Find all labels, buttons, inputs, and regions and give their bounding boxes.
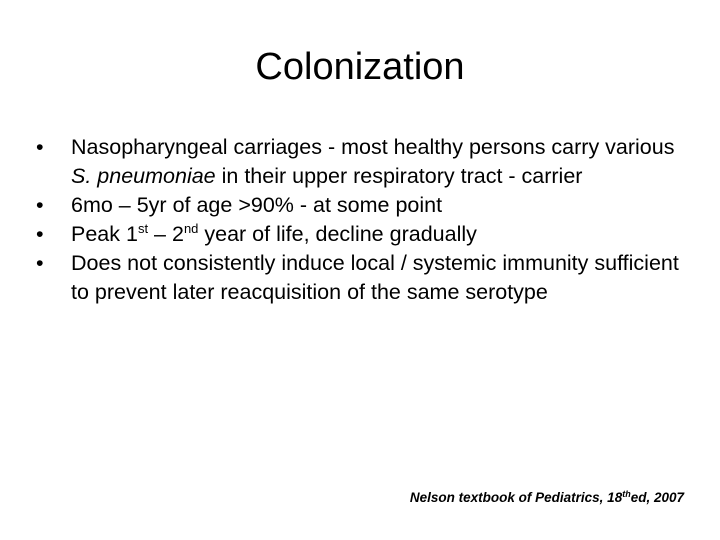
bullet-icon: • xyxy=(36,193,44,217)
bullet-item-peak xyxy=(36,220,684,249)
citation: Nelson textbook of Pediatrics, 18thed, 2007 xyxy=(409,489,684,505)
bullet-item-age xyxy=(36,191,684,220)
bullet-list xyxy=(36,133,684,307)
bullet-item-carriage xyxy=(36,133,684,191)
bullet-text: 6mo – 5yr of age >90% - at some point xyxy=(71,193,443,217)
bullet-text: Peak 1st – 2nd year of life, decline gradually xyxy=(71,221,477,246)
slide-title: Colonization xyxy=(255,46,465,88)
bullet-item-immunity xyxy=(36,249,684,307)
species-name: S. pneumoniae xyxy=(71,164,216,188)
bullet-icon: • xyxy=(36,135,44,159)
bullet-icon: • xyxy=(36,251,44,275)
bullet-text: Does not consistently induce local / systemic immunity sufficient to prevent later reacquisition of the same serotype xyxy=(71,251,679,304)
bullet-icon: • xyxy=(36,222,44,246)
bullet-text: Nasopharyngeal carriages - most healthy persons carry various S. pneumoniae in their upper respiratory tract - carrier xyxy=(71,135,675,188)
